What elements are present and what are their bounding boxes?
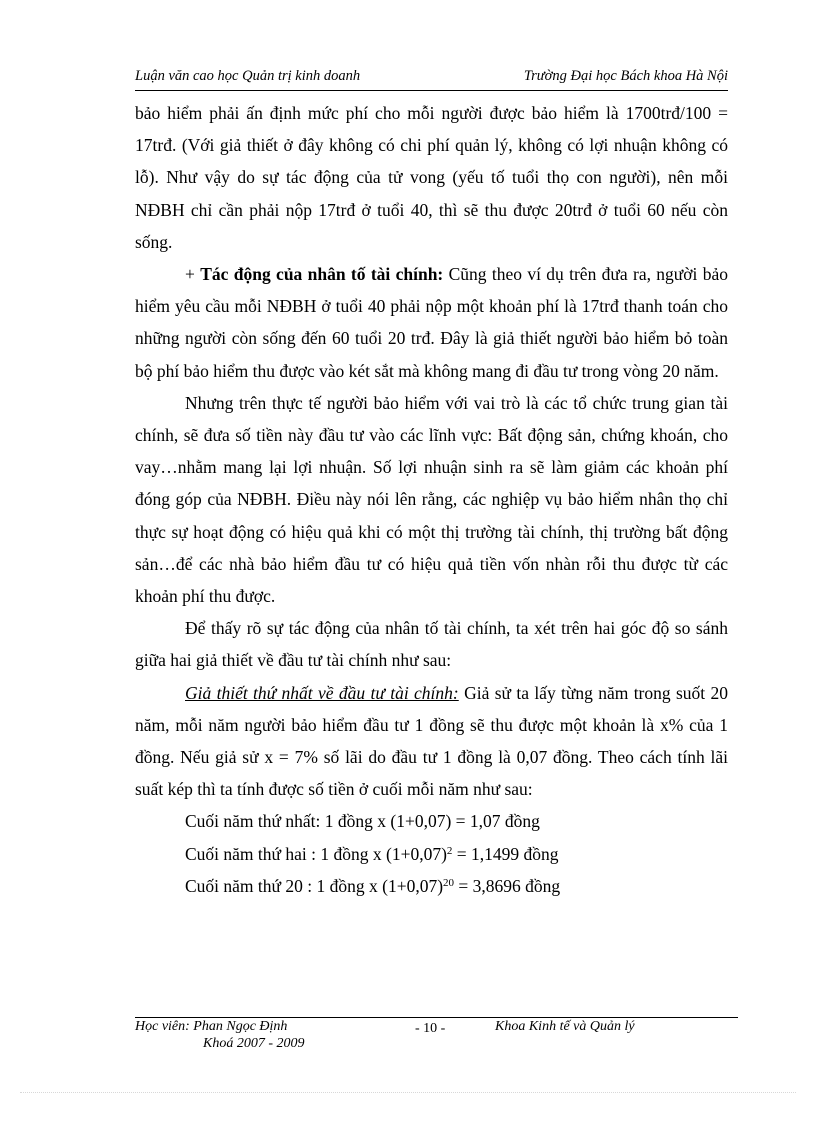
formula-result: = 1,1499 đồng (452, 843, 559, 864)
formula-result: = 1,07 đồng (451, 811, 540, 832)
first-hypothesis-text: Giả sử ta lấy từng năm trong suốt 20 năm, mỗi năm người bảo hiểm đầu tư 1 đồng sẽ thu được một khoản là x% của 1 đồng. Nếu giả sử x = 7% số lãi do đầu tư 1 đồng là 0,07 đồng. Theo cách tính lãi suất kép thì ta tính được số tiền ở cuối mỗi năm như sau: (135, 682, 728, 800)
page-header (135, 66, 728, 91)
paragraph-first-hypothesis (135, 677, 728, 806)
page-bottom-border (20, 1092, 796, 1093)
formula-year-2 (135, 838, 728, 870)
footer-department: Khoa Kinh tế và Quản lý (495, 1019, 635, 1034)
financial-factor-heading: Tác động của nhân tố tài chính: (200, 264, 444, 285)
header-university: Trường Đại học Bách khoa Hà Nội (523, 68, 728, 84)
formula-label: Cuối năm thứ nhất: 1 đồng x (1+0,07) (185, 811, 452, 832)
formula-result: = 3,8696 đồng (454, 875, 561, 896)
paragraph-investment-reality: Nhưng trên thực tế người bảo hiểm với vai trò là các tổ chức trung gian tài chính, sẽ đưa số tiền này đầu tư vào các lĩnh vực: Bất động sản, chứng khoán, cho vay…nhằm mang lại lợi nhuận. Số lợi nhuận sinh ra sẽ làm giảm các khoản phí đóng góp của NĐBH. Điều này nói lên rằng, các nghiệp vụ bảo hiểm nhân thọ chỉ thực sự hoạt động có hiệu quả khi có một thị trường tài chính, thị trường bất động sản…để các nhà bảo hiểm đầu tư có hiệu quả tiền vốn nhàn rỗi thu được từ các khoản phí thu được. (135, 392, 728, 607)
paragraph-financial-factor (135, 258, 728, 387)
footer-divider (135, 1017, 738, 1018)
paragraph-bullet: + (185, 264, 201, 285)
formula-year-20 (135, 870, 728, 902)
page-number: - 10 - (415, 1021, 446, 1036)
formula-exponent: 20 (443, 876, 455, 889)
formula-exponent: 2 (446, 844, 453, 857)
footer-student-name: Học viên: Phan Ngọc Định (135, 1019, 288, 1034)
page-body (135, 97, 728, 902)
paragraph-comparison-intro: Để thấy rõ sự tác động của nhân tố tài chính, ta xét trên hai góc độ so sánh giữa hai giả thiết về đầu tư tài chính như sau: (135, 618, 728, 671)
formula-label: Cuối năm thứ hai : 1 đồng x (1+0,07) (185, 843, 447, 864)
paragraph-mortality-effect: bảo hiểm phải ấn định mức phí cho mỗi người được bảo hiểm là 1700trđ/100 = 17trđ. (Với giả thiết ở đây không có chi phí quản lý, không có lợi nhuận không có lỗ). Như vậy do sự tác động của tử vong (yếu tố tuổi thọ con người), nên mỗi NĐBH chỉ cần phải nộp 17trđ ở tuổi 40, thì sẽ thu được 20trđ ở tuổi 60 nếu còn sống. (135, 103, 728, 252)
first-hypothesis-heading: Giả thiết thứ nhất về đầu tư tài chính: (185, 682, 459, 703)
formula-label: Cuối năm thứ 20 : 1 đồng x (1+0,07) (185, 875, 444, 896)
header-thesis-title: Luận văn cao học Quản trị kinh doanh (135, 68, 361, 84)
footer-course: Khoá 2007 - 2009 (203, 1036, 305, 1051)
formula-year-1 (135, 805, 728, 837)
financial-factor-text: Cũng theo ví dụ trên đưa ra, người bảo hiểm yêu cầu mỗi NĐBH ở tuổi 40 phải nộp một khoản phí là 17trđ thanh toán cho những người còn sống đến 60 tuổi 20 trđ. Đây là giả thiết người bảo hiểm bỏ toàn bộ phí bảo hiểm thu được vào két sắt mà không mang đi đầu tư trong vòng 20 năm. (135, 264, 729, 381)
